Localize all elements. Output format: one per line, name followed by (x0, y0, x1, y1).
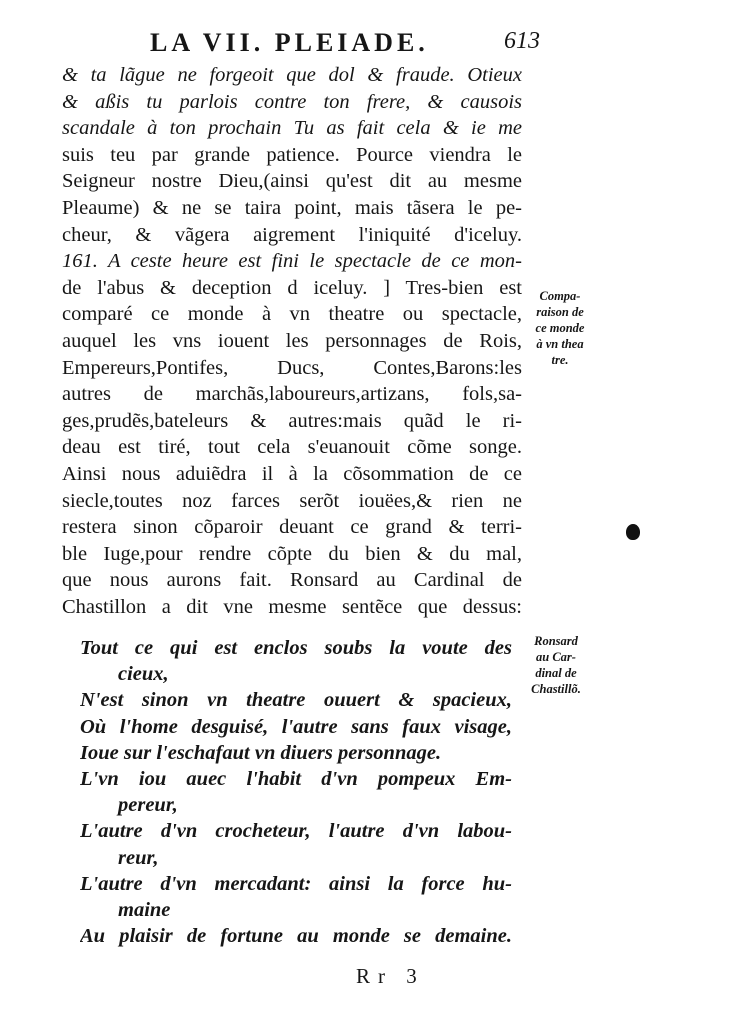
ink-blot (626, 524, 640, 540)
verse-line: N'est sinon vn theatre ouuert & spacieux, (80, 689, 512, 712)
text-line: de l'abus & deception d iceluy. ] Tres-bien est (62, 276, 522, 299)
verse-line: L'autre d'vn mercadant: ainsi la force hu- (80, 872, 512, 895)
verse-line: Tout ce qui est enclos soubs la voute des (80, 637, 512, 659)
verse-line: Ioue sur l'eschafaut vn diuers personnage. (80, 741, 442, 764)
text-line: restera sinon cõparoir deuant ce grand & terri- (62, 516, 522, 539)
text-line: Chastillon a dit vne mesme sentẽce que dessus: (62, 595, 522, 618)
text-line: cheur, & vãgera aigrement l'iniquité d'iceluy. (62, 223, 522, 246)
margin-note-comparaison (520, 288, 600, 368)
text-line: siecle,toutes noz farces serõt iouëes,& rien ne (62, 489, 522, 512)
text-line: & ta lãgue ne forgeoit que dol & fraude. Otieux (62, 64, 522, 86)
text-line: 161. A ceste heure est fini le spectacle de ce mon- (62, 250, 522, 273)
verse-line: reur, (118, 846, 159, 869)
text-line: auquel les vns iouent les personnages de Rois, (62, 329, 522, 352)
verse-line: maine (118, 898, 171, 921)
margin-note-line: raison de (536, 305, 584, 319)
text-line: que nous aurons fait. Ronsard au Cardinal de (62, 569, 522, 592)
running-title: LA VII. PLEIADE. (150, 28, 429, 57)
verse-line: L'vn iou auec l'habit d'vn pompeux Em- (80, 767, 512, 790)
margin-note-ronsard (512, 633, 600, 697)
margin-note-line: Compa- (539, 289, 581, 303)
text-line: & aßis tu parlois contre ton frere, & causois (62, 90, 522, 113)
verse-quotation (80, 635, 512, 949)
page-number: 613 (504, 28, 540, 54)
text-line: Pleaume) & ne se taira point, mais tãsera le pe- (62, 196, 522, 219)
signature-mark: Rr 3 (356, 964, 425, 988)
verse-line: pereur, (118, 794, 178, 817)
verse-line: Au plaisir de fortune au monde se demaine. (80, 925, 512, 948)
margin-note-line: ce monde (535, 321, 585, 335)
verse-line: cieux, (118, 663, 169, 686)
text-line: autres de marchãs,laboureurs,artizans, fols,sa- (62, 383, 522, 406)
margin-note-line: à vn thea (536, 337, 584, 351)
text-line: suis teu par grande patience. Pource viendra le (62, 143, 522, 166)
text-line: Seigneur nostre Dieu,(ainsi qu'est dit au mesme (62, 170, 522, 193)
text-line: Empereurs,Pontifes, Ducs, Contes,Barons:les (62, 356, 522, 379)
page-header (60, 28, 540, 62)
margin-note-line: dinal de (535, 666, 577, 680)
text-line: ges,prudẽs,bateleurs & autres:mais quãd le ri- (62, 409, 522, 432)
margin-note-line: tre. (551, 353, 569, 367)
margin-note-line: Chastillõ. (531, 682, 581, 696)
text-line: scandale à ton prochain Tu as fait cela & ie me (62, 117, 522, 140)
margin-note-line: Ronsard (534, 634, 578, 648)
margin-note-line: au Car- (536, 650, 576, 664)
verse-line: Où l'home desguisé, l'autre sans faux visage, (80, 715, 512, 738)
text-line: Ainsi nous aduiẽdra il à la cõsommation de ce (62, 462, 522, 485)
text-line: deau est tiré, tout cela s'euanouit cõme songe. (62, 436, 522, 459)
verse-line: L'autre d'vn crocheteur, l'autre d'vn labou- (80, 820, 512, 843)
body-text (62, 62, 522, 620)
text-line: ble Iuge,pour rendre cõpte du bien & du mal, (62, 542, 522, 565)
text-line: comparé ce monde à vn theatre ou spectacle, (62, 303, 522, 326)
